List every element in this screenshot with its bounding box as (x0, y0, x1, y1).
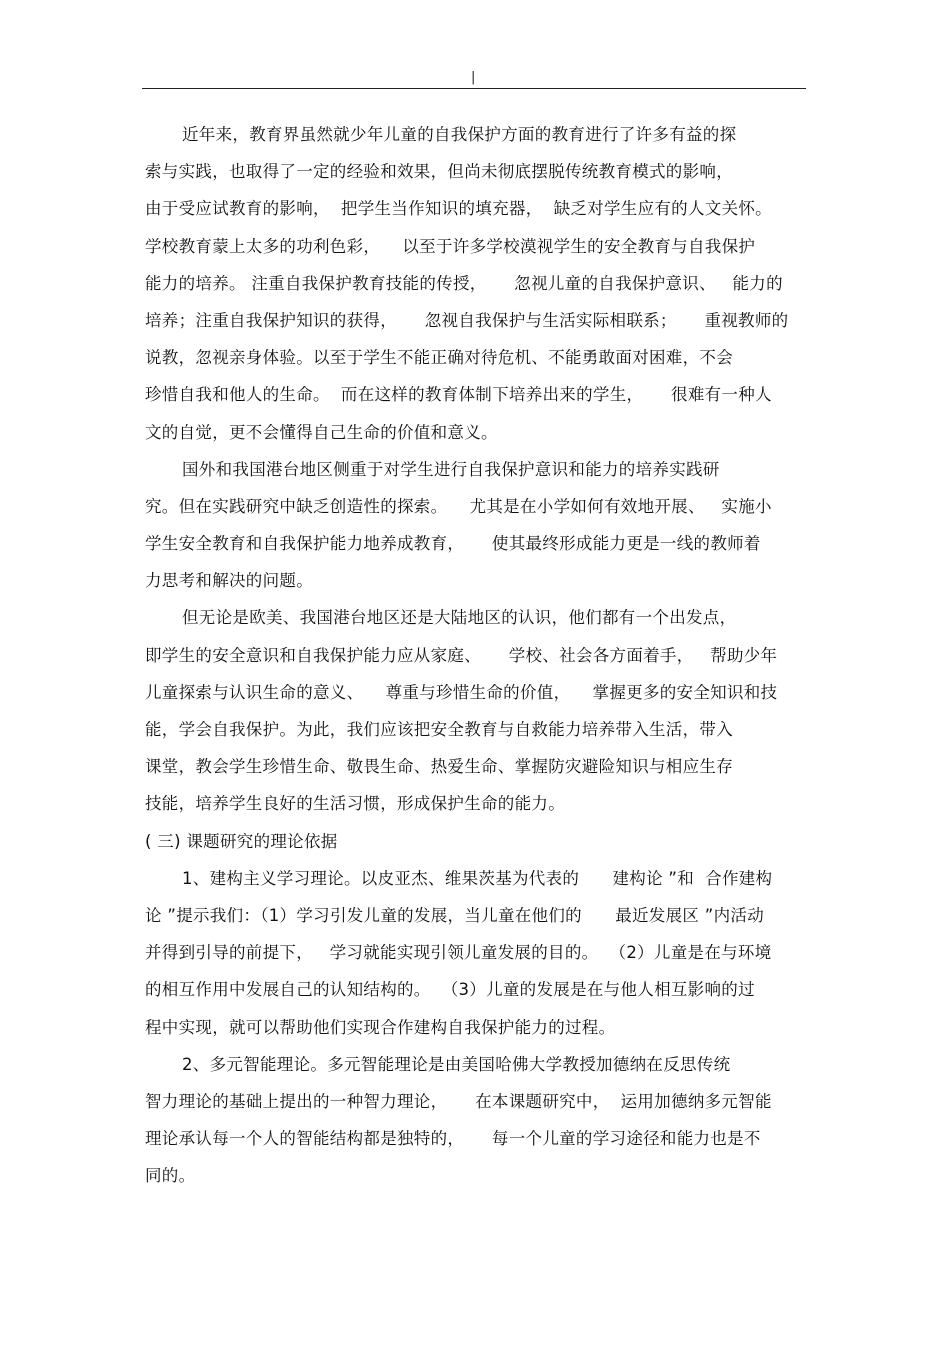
text-line: 课堂，教会学生珍惜生命、敬畏生命、热爱生命、掌握防灾避险知识与相应生存 (145, 757, 733, 777)
text-line: 技能，培养学生良好的生活习惯，形成保护生命的能力。 (145, 794, 565, 814)
text-line: 由于受应试教育的影响， 把学生当作知识的填充器， 缺乏对学生应有的人文关怀。 (145, 199, 772, 219)
text-line: 程中实现，就可以帮助他们实现合作建构自我保护能力的过程。 (145, 1017, 616, 1037)
text-line: 近年来，教育界虽然就少年儿童的自我保护方面的教育进行了许多有益的探 (182, 125, 737, 144)
text-line: 文的自觉，更不会懂得自己生命的价值和意义。 (145, 422, 498, 442)
header-mark: | (471, 70, 476, 85)
text-line: 理论承认每一个人的智能结构都是独特的， 每一个儿童的学习途径和能力也是不 (145, 1129, 761, 1149)
header-rule (142, 88, 806, 89)
text-line: 能，学会自我保护。为此，我们应该把安全教育与自救能力培养带入生活，带入 (145, 720, 733, 739)
text-line: 1、建构主义学习理论。以皮亚杰、维果茨基为代表的 建构论 ”和 合作建构 (182, 868, 773, 888)
text-line: 说教，忽视亲身体验。以至于学生不能正确对待危机、不能勇敢面对困难，不会 (145, 348, 733, 368)
text-line: 的相互作用中发展自己的认知结构的。 （3）儿童的发展是在与他人相互影响的过 (145, 980, 755, 1000)
text-line: 学生安全教育和自我保护能力地养成教育， 使其最终形成能力更是一线的教师着 (145, 534, 761, 554)
text-line: 2、多元智能理论。多元智能理论是由美国哈佛大学教授加德纳在反思传统 (182, 1054, 731, 1074)
text-line: 能力的培养。 注重自我保护教育技能的传授， 忽视儿童的自我保护意识、 能力的 (145, 273, 783, 293)
text-line: 国外和我国港台地区侧重于对学生进行自我保护意识和能力的培养实践研 (182, 459, 720, 479)
text-line: 索与实践，也取得了一定的经验和效果，但尚未彻底摆脱传统教育模式的影响， (145, 162, 733, 182)
text-line: 论 ”提示我们：（1）学习引发儿童的发展，当儿童在他们的 最近发展区 ”内活动 (145, 905, 765, 925)
text-line: 但无论是欧美、我国港台地区还是大陆地区的认识，他们都有一个出发点， (182, 608, 737, 628)
text-line: ( 三) 课题研究的理论依据 (145, 831, 338, 851)
text-line: 儿童探索与认识生命的意义、 尊重与珍惜生命的价值， 掌握更多的安全知识和技 (145, 682, 778, 702)
text-line: 究。但在实践研究中缺乏创造性的探索。 尤其是在小学如何有效地开展、 实施小 (145, 496, 772, 516)
text-line: 培养；注重自我保护知识的获得， 忽视自我保护与生活实际相联系； 重视教师的 (145, 310, 789, 330)
text-line: 智力理论的基础上提出的一种智力理论， 在本课题研究中， 运用加德纳多元智能 (145, 1091, 772, 1111)
text-line: 珍惜自我和他人的生命。 而在这样的教育体制下培养出来的学生， 很难有一种人 (145, 385, 772, 405)
text-line: 学校教育蒙上太多的功利色彩， 以至于许多学校漠视学生的安全教育与自我保护 (145, 236, 756, 256)
text-line: 并得到引导的前提下， 学习就能实现引领儿童发展的目的。 （2）儿童是在与环境 (145, 943, 772, 963)
text-line: 同的。 (145, 1166, 196, 1186)
text-line: 即学生的安全意识和自我保护能力应从家庭、 学校、社会各方面着手， 帮助少年 (145, 645, 778, 665)
text-line: 力思考和解决的问题。 (145, 571, 313, 591)
body-text (145, 116, 815, 1194)
